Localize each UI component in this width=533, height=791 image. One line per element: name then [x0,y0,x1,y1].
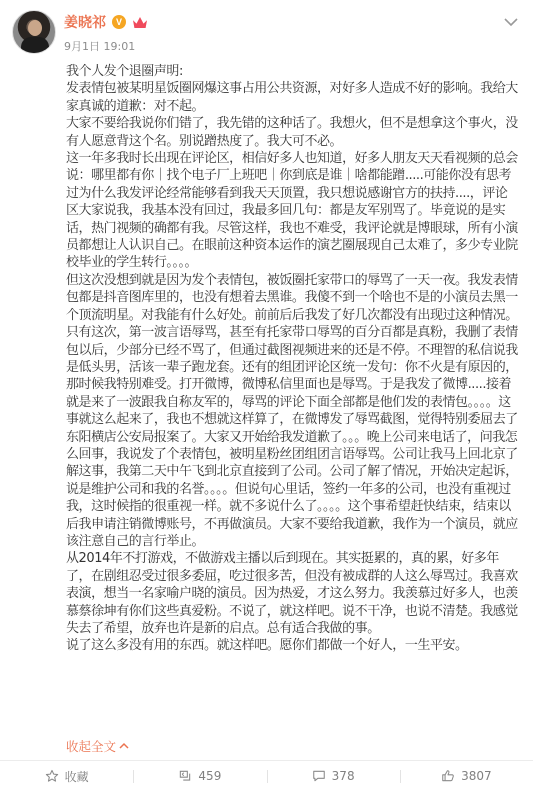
like-button[interactable] [400,761,533,791]
star-icon [45,769,59,783]
favorite-button[interactable] [0,761,133,791]
chevron-down-icon[interactable] [503,16,519,28]
post-paragraph: 大家不要给我说你们错了，我先错的这种话了。我想火，但不是想拿这个事火，没有人愿意背这个名。别说蹭热度了。我大可不必。 [66,116,518,149]
repost-button[interactable] [133,761,266,791]
post-paragraph: 发表情包被某明星饭圈网爆这事占用公共资源，对好多人造成不好的影响。我给大家真诚的道歉：对不起。 [66,81,518,114]
thumbs-up-icon [441,769,455,783]
post-paragraph: 这一年多我时长出现在评论区，相信好多人也知道，好多人朋友天天看视频的总会说：哪里都有你｜找个电子厂上班吧｜你到底是谁｜啥都能蹭.....可能你没有思考过为什么我发评论经常能够看到我天天顶置，我只想说感谢官方的扶持....，评论区大家说我，我基本没有回过，我最多回几句：都是友军别骂了。毕竟说的是实话，热门视频的确都有我。尽管这样，我也不难受，我评论就是博眼球，所有小演员都想让人认识自己。在眼前这种资本运作的演艺圈展现自己太难了，多少专业院校毕业的学生转行。。。。 [66,151,518,271]
post-paragraph: 但这次没想到就是因为发个表情包，被饭圈托家带口的辱骂了一天一夜。我发表情包都是抖音图库里的，也没有想着去黑谁。我傻不到一个啥也不是的小演员去黑一个顶流明星。对我能有什么好处。前前后后我发了好几次都没有出现过这种情况。只有这次，第一波言语辱骂，甚至有托家带口辱骂的百分百都是真粉，我删了表情包以后，少部分已经不骂了，但通过截图视频进来的还是不停。不理智的私信说我是低头男，活该一辈子跑龙套。还有的组团评论区统一发句：你不火是有原因的，那时候我特别难受。打开微博，微博私信里面也是辱骂。于是我发了微博.....接着就是来了一波跟我自称友军的，辱骂的评论下面全部都是他们发的表情包。。。。这事就这么起来了，我也不想就这样算了，在微博发了辱骂截图，觉得特别委屈去了东阳横店公安局报案了。大家又开始给我发道歉了。。。晚上公司来电话了，问我怎么回事，我说发了个表情包，被明星粉丝团组团言语辱骂。公司让我马上回北京了解这事，我第二天中午飞到北京直接到了公司。公司了解了情况，开始决定起诉，说是维护公司和我的名誉。。。。但说句心里话，签约一年多的公司，也没有重视过我，这时候指的很重视一样。就不多说什么了。。。。这个事希望赶快结束，结束以后我申请注销微博账号，不再做演员。大家不要给我道歉，我作为一个演员，就应该注意自己的言行举止。 [66,272,518,549]
comment-button[interactable] [267,761,400,791]
comment-count: 378 [331,769,355,783]
chevron-up-icon [119,742,129,750]
post-paragraph: 说了这么多没有用的东西。就这样吧。愿你们都做一个好人，一生平安。 [66,638,468,654]
favorite-label: 收藏 [64,769,89,784]
post-body [66,63,518,655]
author-row [64,12,148,32]
post-paragraph: 我个人发个退圈声明: [66,64,183,79]
repost-count: 459 [198,769,222,783]
collapse-fulltext-label: 收起全文 [66,739,117,754]
collapse-fulltext-link[interactable] [66,737,129,755]
post-time[interactable]: 9月1日 19:01 [64,40,136,53]
avatar-body [21,37,49,54]
avatar[interactable] [12,10,56,54]
repost-icon [178,769,192,783]
action-bar [0,761,533,791]
post-paragraph: 从2014年不打游戏，不做游戏主播以后到现在。其实挺累的，真的累，好多年了，在剧组忍受过很多委屈，吃过很多苦，但没有被成群的人这么辱骂过。我喜欢表演，想当一名家喻户晓的演员。因为热爱，才这么努力。我羡慕过好多人，也羡慕蔡徐坤有你们这些真爱粉。不说了，就这样吧。说不干净，也说不清楚。我感觉失去了希望，放弃也许是新的启点。总有适合我做的事。 [66,551,518,636]
crown-icon [132,15,148,29]
comment-icon [312,769,326,783]
like-count: 3807 [461,769,492,783]
avatar-face [28,20,42,36]
vip-badge-icon: V [112,15,126,29]
author-name[interactable]: 姜晓祁 [64,15,106,31]
post-header [0,0,533,56]
